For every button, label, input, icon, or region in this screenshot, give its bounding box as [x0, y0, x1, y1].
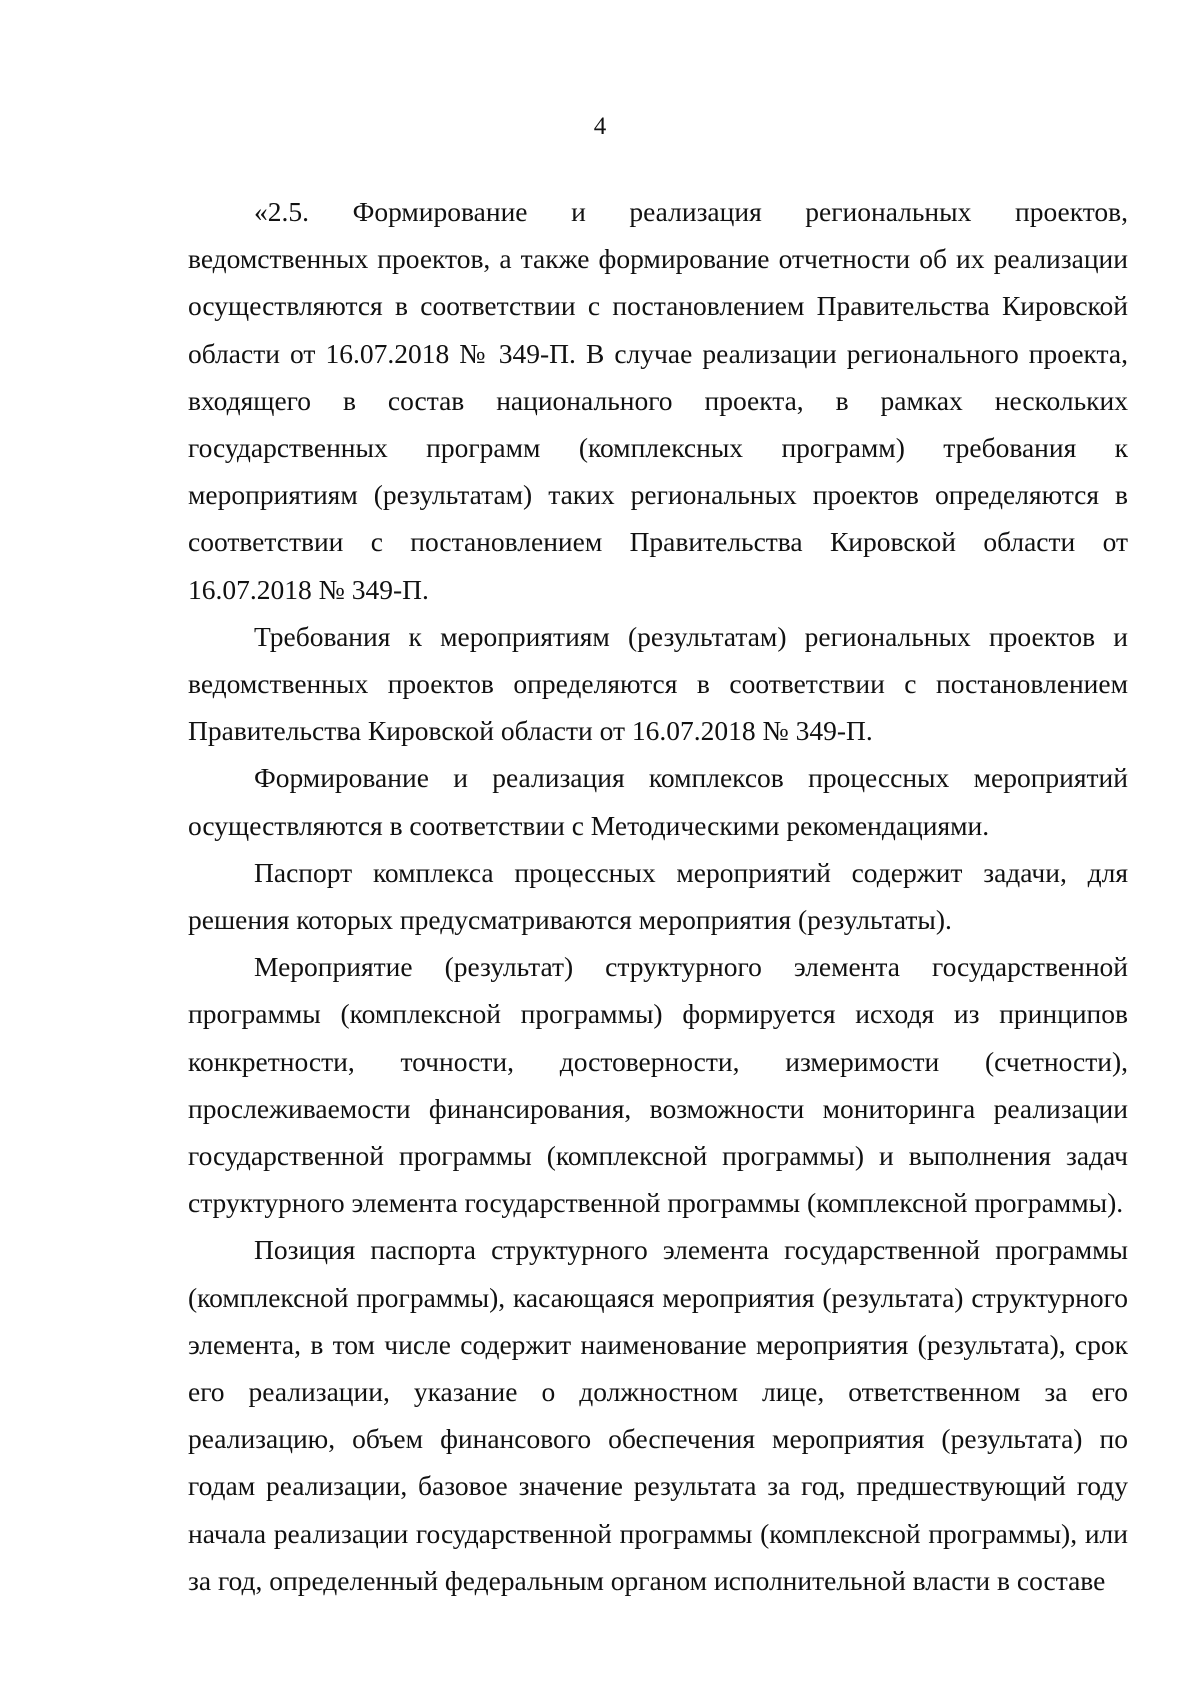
page-number: 4 [593, 113, 607, 140]
paragraph-passport-position: Позиция паспорта структурного элемента государственной программы (комплексной программы), касающаяся мероприятия (результата) структурного элемента, в том числе содержит наименование мероприятия (результата), срок его реализации, указание о должностном лице, ответственном за его реализацию, объем финансового обеспечения мероприятия (результата) по годам реализации, базовое значение результата за год, предшествующий году начала реализации государственной программы (комплексной программы), или за год, определенный федеральным органом исполнительной власти в составе [188, 1234, 1128, 1596]
paragraph-process-complexes: Формирование и реализация комплексов процессных мероприятий осуществляются в соответствии с Методическими рекомендациями. [188, 762, 1128, 841]
paragraph-requirements: Требования к мероприятиям (результатам) региональных проектов и ведомственных проектов определяются в соответствии с постановлением Правительства Кировской области от 16.07.2018 № 349-П. [188, 620, 1128, 747]
paragraph-2-5: «2.5. Формирование и реализация региональных проектов, ведомственных проектов, а также формирование отчетности об их реализации осуществляются в соответствии с постановлением Правительства Кировской области от 16.07.2018 № 349-П. В случае реализации регионального проекта, входящего в состав национального проекта, в рамках нескольких государственных программ (комплексных программ) требования к мероприятиям (результатам) таких региональных проектов определяются в соответствии с постановлением Правительства Кировской области от 16.07.2018 № 349-П. [188, 196, 1128, 605]
document-body [188, 188, 1128, 1604]
paragraph-passport: Паспорт комплекса процессных мероприятий содержит задачи, для решения которых предусматриваются мероприятия (результаты). [188, 856, 1128, 936]
paragraph-measure-principles: Мероприятие (результат) структурного элемента государственной программы (комплексной программы) формируется исходя из принципов конкретности, точности, достоверности, измеримости (счетности), прослеживаемости финансирования, возможности мониторинга реализации государственной программы (комплексной программы) и выполнения задач структурного элемента государственной программы (комплексной программы). [188, 951, 1128, 1219]
